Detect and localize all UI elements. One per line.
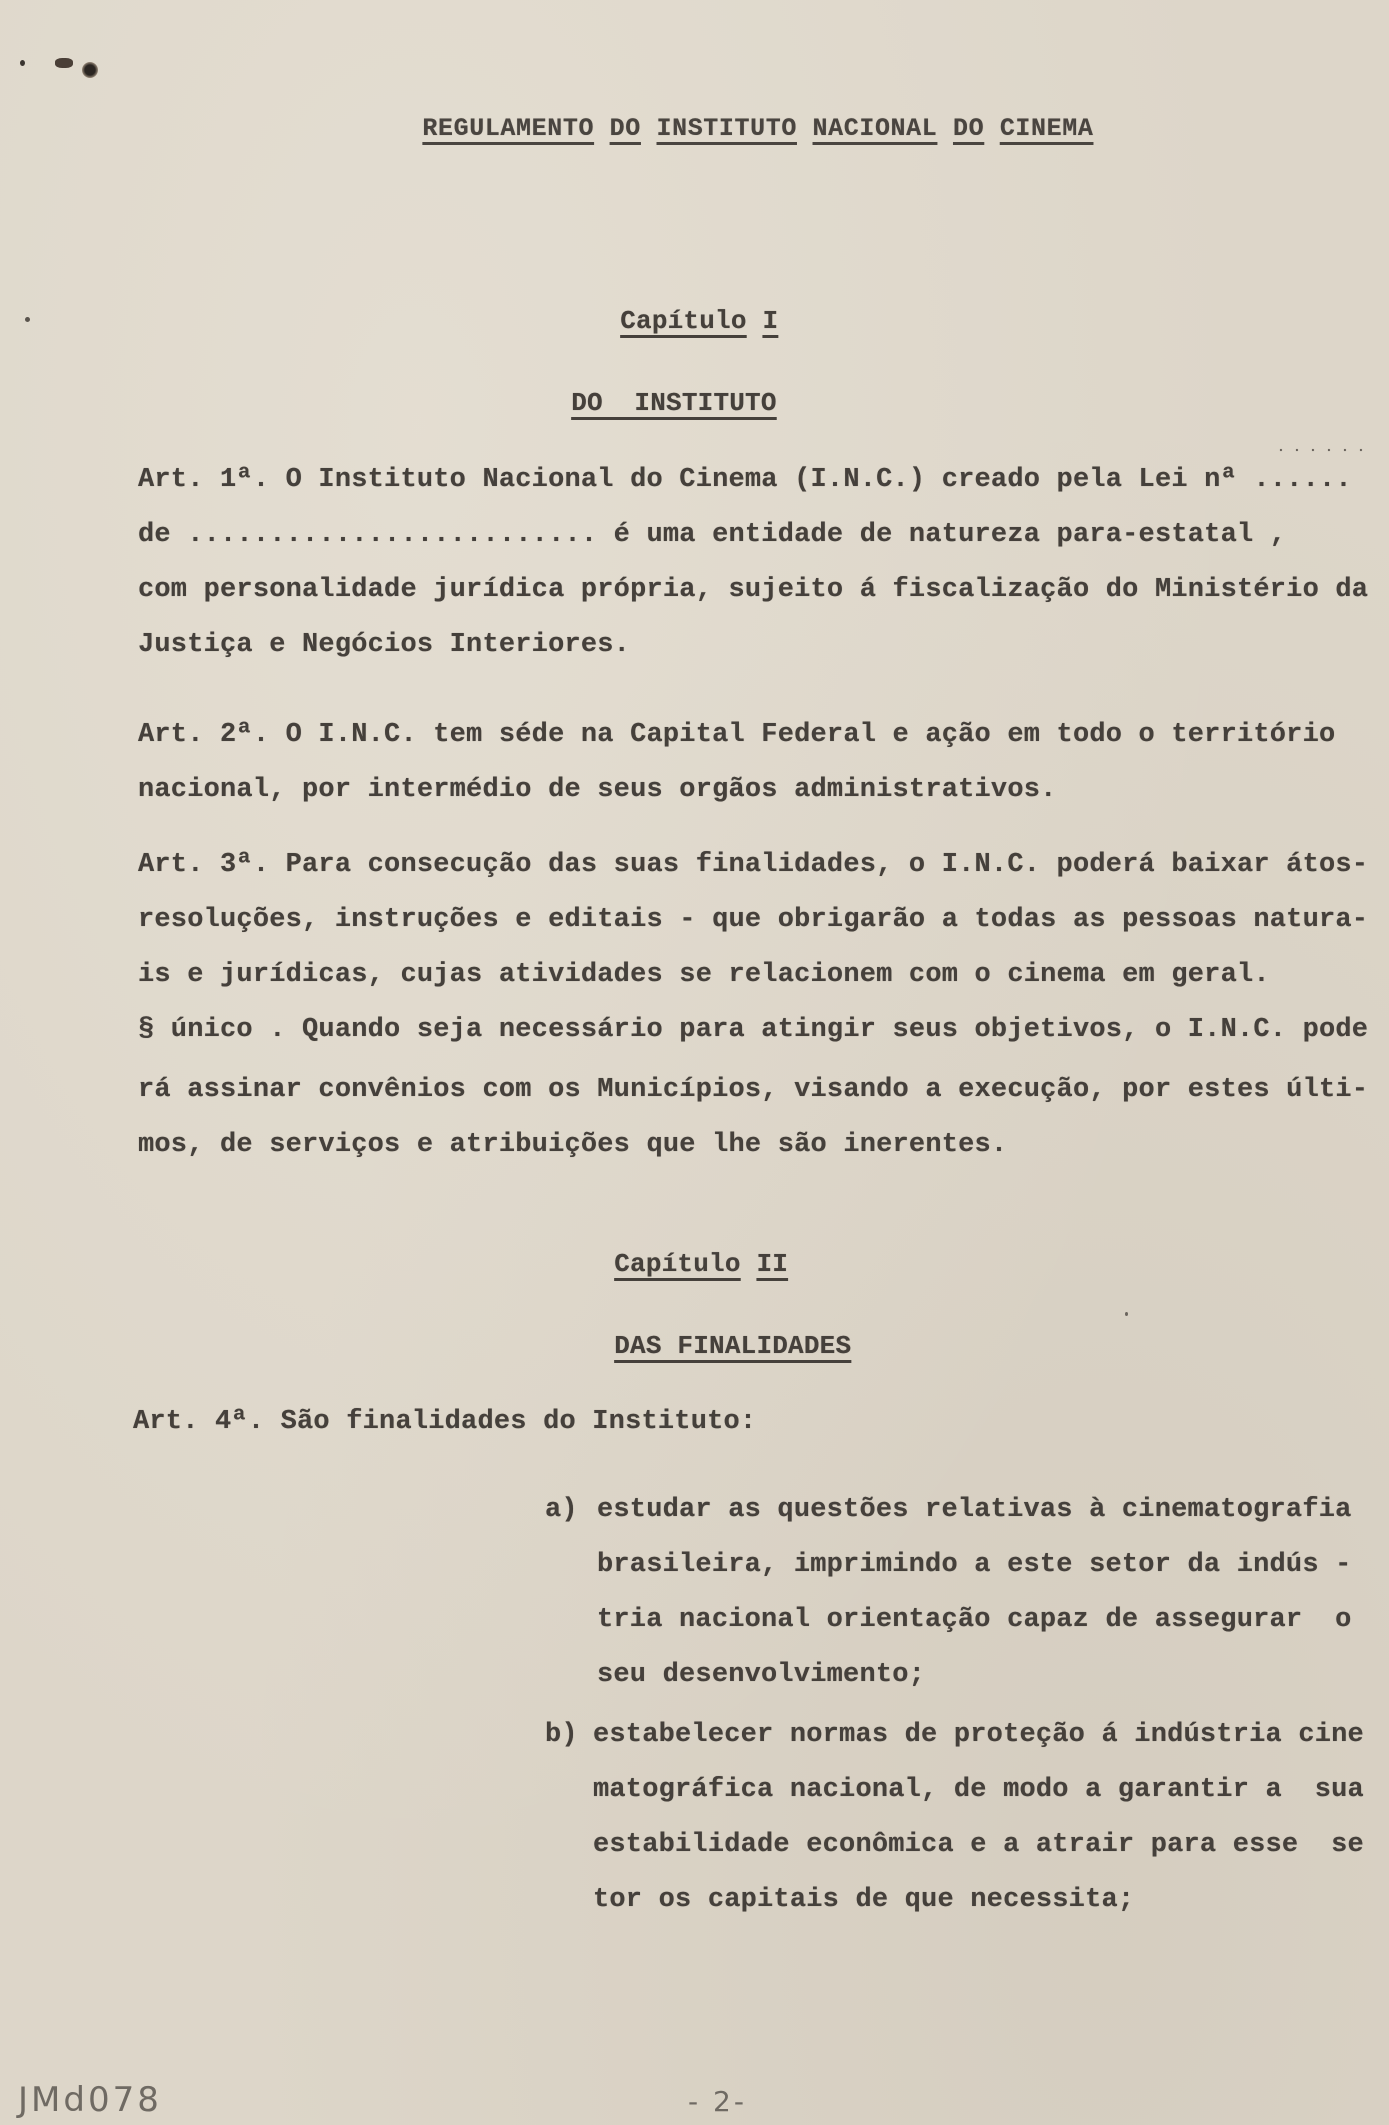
art2-line: Art. 2ª. O I.N.C. tem séde na Capital Federal e ação em todo o território	[138, 720, 1336, 750]
art3-paragraph-line: rá assinar convênios com os Municípios, visando a execução, por estes últi-	[138, 1075, 1369, 1105]
item-marker: b)	[545, 1720, 578, 1750]
ink-stain	[55, 58, 73, 68]
page-number: - 2-	[688, 2085, 747, 2118]
art3-paragraph-line: mos, de serviços e atribuições que lhe são inerentes.	[138, 1130, 1008, 1160]
document-title	[360, 78, 1093, 180]
item-b-line: estabelecer normas de proteção á indústria cine	[593, 1720, 1364, 1750]
chapter-subtitle: DO INSTITUTO	[571, 388, 777, 418]
art4-intro: Art. 4ª. São finalidades do Instituto:	[133, 1407, 757, 1437]
archive-code: JMd078	[18, 2080, 162, 2120]
dots-above: . . . . . .	[1277, 440, 1366, 455]
chapter-1-subtitle	[508, 352, 777, 454]
item-b-line: estabilidade econômica e a atrair para esse se	[593, 1830, 1364, 1860]
art3-line: is e jurídicas, cujas atividades se relacionem com o cinema em geral.	[138, 960, 1270, 990]
ink-speck	[1125, 1312, 1128, 1316]
title-word: DO	[952, 114, 985, 143]
chapter-label: Capítulo	[614, 1249, 741, 1279]
item-b-line: tor os capitais de que necessita;	[593, 1885, 1135, 1915]
title-word: CINEMA	[999, 114, 1094, 143]
item-a-line: estudar as questões relativas à cinematografia	[597, 1495, 1352, 1525]
item-a-line: tria nacional orientação capaz de assegurar o	[597, 1605, 1352, 1635]
title-word: REGULAMENTO	[422, 114, 595, 143]
chapter-2-subtitle	[551, 1295, 851, 1397]
chapter-label: Capítulo	[620, 306, 747, 336]
art2-line: nacional, por intermédio de seus orgãos administrativos.	[138, 775, 1057, 805]
art3-paragraph-line: § único . Quando seja necessário para atingir seus objetivos, o I.N.C. pode	[138, 1015, 1369, 1045]
title-word: DO	[609, 114, 641, 143]
item-marker: a)	[545, 1495, 578, 1525]
art3-line: Art. 3ª. Para consecução das suas finalidades, o I.N.C. poderá baixar átos-	[138, 850, 1369, 880]
item-b-line: matográfica nacional, de modo a garantir a sua	[593, 1775, 1364, 1805]
chapter-number: I	[762, 306, 779, 336]
art1-line: Art. 1ª. O Instituto Nacional do Cinema (I.N.C.) creado pela Lei nª ......	[138, 465, 1352, 495]
art1-line: Justiça e Negócios Interiores.	[138, 630, 631, 660]
ink-stain	[20, 60, 25, 66]
art3-line: resoluções, instruções e editais - que obrigarão a todas as pessoas natura-	[138, 905, 1369, 935]
ink-stain	[82, 62, 98, 78]
ink-speck	[25, 317, 30, 322]
item-a-line: seu desenvolvimento;	[597, 1660, 926, 1690]
chapter-subtitle: DAS FINALIDADES	[614, 1331, 852, 1361]
art1-line: de ......................... é uma entidade de natureza para-estatal ,	[138, 520, 1287, 550]
chapter-number: II	[756, 1249, 789, 1279]
item-a-line: brasileira, imprimindo a este setor da indús -	[597, 1550, 1352, 1580]
title-word: INSTITUTO	[656, 114, 797, 143]
title-word: NACIONAL	[812, 114, 938, 143]
art1-line: com personalidade jurídica própria, sujeito á fiscalização do Ministério da	[138, 575, 1369, 605]
